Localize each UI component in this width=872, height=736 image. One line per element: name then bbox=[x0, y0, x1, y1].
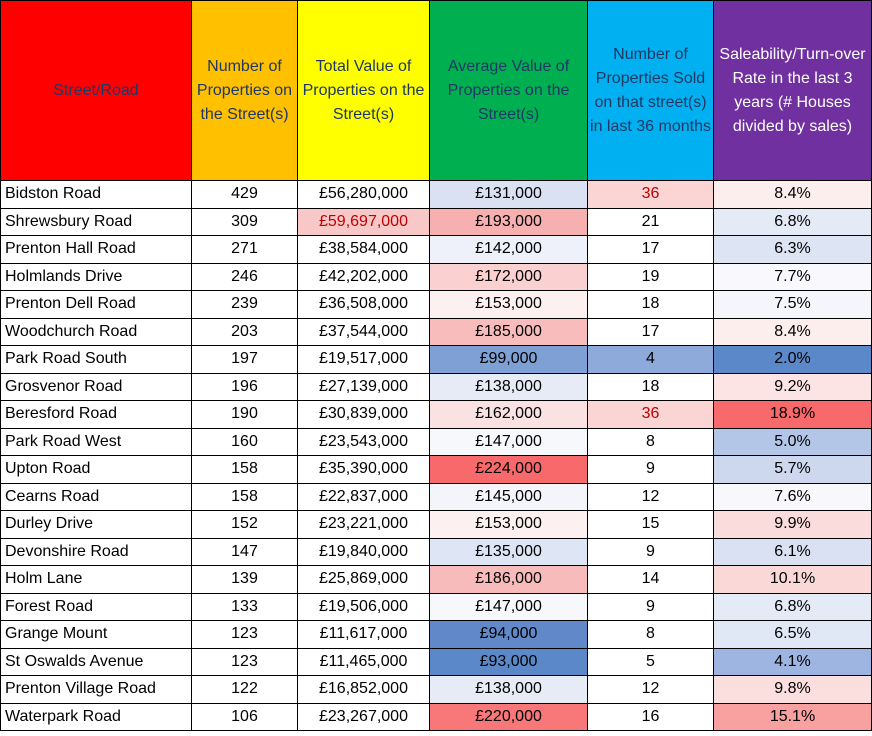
cell-sold-count[interactable]: 8 bbox=[588, 428, 714, 456]
cell-street[interactable]: Beresford Road bbox=[1, 401, 192, 429]
cell-turnover-rate[interactable]: 9.8% bbox=[714, 676, 872, 704]
table-row bbox=[1, 676, 872, 704]
cell-street[interactable]: Grosvenor Road bbox=[1, 373, 192, 401]
cell-property-count[interactable]: 139 bbox=[192, 566, 298, 594]
cell-total-value[interactable]: £19,840,000 bbox=[298, 538, 430, 566]
cell-sold-count[interactable]: 15 bbox=[588, 511, 714, 539]
table-header bbox=[1, 1, 872, 181]
cell-total-value[interactable]: £35,390,000 bbox=[298, 456, 430, 484]
cell-property-count[interactable]: 106 bbox=[192, 703, 298, 731]
cell-average-value[interactable]: £138,000 bbox=[430, 676, 588, 704]
cell-property-count[interactable]: 123 bbox=[192, 648, 298, 676]
table-row bbox=[1, 621, 872, 649]
cell-street[interactable]: Park Road West bbox=[1, 428, 192, 456]
cell-average-value[interactable]: £153,000 bbox=[430, 291, 588, 319]
cell-total-value[interactable]: £59,697,000 bbox=[298, 208, 430, 236]
header-street[interactable]: Street/Road bbox=[1, 1, 192, 181]
header-average-value[interactable]: Average Value of Properties on the Street(s) bbox=[430, 1, 588, 181]
cell-total-value[interactable]: £23,221,000 bbox=[298, 511, 430, 539]
table-row bbox=[1, 373, 872, 401]
cell-turnover-rate[interactable]: 18.9% bbox=[714, 401, 872, 429]
cell-sold-count[interactable]: 14 bbox=[588, 566, 714, 594]
cell-property-count[interactable]: 309 bbox=[192, 208, 298, 236]
cell-total-value[interactable]: £36,508,000 bbox=[298, 291, 430, 319]
header-property-count[interactable]: Number of Properties on the Street(s) bbox=[192, 1, 298, 181]
header-turnover-rate[interactable]: Saleability/Turn-over Rate in the last 3 years (# Houses divided by sales) bbox=[714, 1, 872, 181]
cell-sold-count[interactable]: 9 bbox=[588, 456, 714, 484]
cell-property-count[interactable]: 147 bbox=[192, 538, 298, 566]
table-row bbox=[1, 593, 872, 621]
cell-turnover-rate[interactable]: 5.0% bbox=[714, 428, 872, 456]
cell-total-value[interactable]: £23,543,000 bbox=[298, 428, 430, 456]
cell-total-value[interactable]: £30,839,000 bbox=[298, 401, 430, 429]
cell-average-value[interactable]: £147,000 bbox=[430, 593, 588, 621]
cell-total-value[interactable]: £38,584,000 bbox=[298, 236, 430, 264]
table-row bbox=[1, 456, 872, 484]
table-row bbox=[1, 181, 872, 209]
cell-total-value[interactable]: £37,544,000 bbox=[298, 318, 430, 346]
cell-sold-count[interactable]: 12 bbox=[588, 676, 714, 704]
cell-turnover-rate[interactable]: 4.1% bbox=[714, 648, 872, 676]
cell-property-count[interactable]: 158 bbox=[192, 456, 298, 484]
cell-street[interactable]: Waterpark Road bbox=[1, 703, 192, 731]
table-row bbox=[1, 566, 872, 594]
cell-average-value[interactable]: £93,000 bbox=[430, 648, 588, 676]
cell-average-value[interactable]: £94,000 bbox=[430, 621, 588, 649]
cell-turnover-rate[interactable]: 7.6% bbox=[714, 483, 872, 511]
cell-street[interactable]: Bidston Road bbox=[1, 181, 192, 209]
cell-property-count[interactable]: 239 bbox=[192, 291, 298, 319]
cell-average-value[interactable]: £172,000 bbox=[430, 263, 588, 291]
cell-total-value[interactable]: £11,465,000 bbox=[298, 648, 430, 676]
cell-average-value[interactable]: £162,000 bbox=[430, 401, 588, 429]
cell-turnover-rate[interactable]: 5.7% bbox=[714, 456, 872, 484]
table-row bbox=[1, 428, 872, 456]
cell-total-value[interactable]: £25,869,000 bbox=[298, 566, 430, 594]
cell-street[interactable]: Forest Road bbox=[1, 593, 192, 621]
cell-sold-count[interactable]: 17 bbox=[588, 318, 714, 346]
cell-street[interactable]: Shrewsbury Road bbox=[1, 208, 192, 236]
cell-sold-count[interactable]: 18 bbox=[588, 373, 714, 401]
cell-property-count[interactable]: 203 bbox=[192, 318, 298, 346]
table-row bbox=[1, 346, 872, 374]
header-total-value[interactable]: Total Value of Properties on the Street(s) bbox=[298, 1, 430, 181]
cell-turnover-rate[interactable]: 15.1% bbox=[714, 703, 872, 731]
cell-property-count[interactable]: 122 bbox=[192, 676, 298, 704]
cell-property-count[interactable]: 160 bbox=[192, 428, 298, 456]
cell-total-value[interactable]: £22,837,000 bbox=[298, 483, 430, 511]
cell-average-value[interactable]: £186,000 bbox=[430, 566, 588, 594]
cell-sold-count[interactable]: 12 bbox=[588, 483, 714, 511]
cell-sold-count[interactable]: 9 bbox=[588, 593, 714, 621]
cell-turnover-rate[interactable]: 6.8% bbox=[714, 208, 872, 236]
cell-average-value[interactable]: £142,000 bbox=[430, 236, 588, 264]
cell-total-value[interactable]: £19,517,000 bbox=[298, 346, 430, 374]
cell-average-value[interactable]: £153,000 bbox=[430, 511, 588, 539]
cell-sold-count[interactable]: 17 bbox=[588, 236, 714, 264]
cell-sold-count[interactable]: 4 bbox=[588, 346, 714, 374]
cell-average-value[interactable]: £131,000 bbox=[430, 181, 588, 209]
table-row bbox=[1, 263, 872, 291]
cell-street[interactable]: Durley Drive bbox=[1, 511, 192, 539]
header-row bbox=[1, 1, 872, 181]
cell-average-value[interactable]: £185,000 bbox=[430, 318, 588, 346]
cell-sold-count[interactable]: 36 bbox=[588, 181, 714, 209]
cell-street[interactable]: Holmlands Drive bbox=[1, 263, 192, 291]
table-row bbox=[1, 703, 872, 731]
cell-street[interactable]: Upton Road bbox=[1, 456, 192, 484]
cell-street[interactable]: St Oswalds Avenue bbox=[1, 648, 192, 676]
cell-turnover-rate[interactable]: 6.8% bbox=[714, 593, 872, 621]
cell-turnover-rate[interactable]: 9.2% bbox=[714, 373, 872, 401]
cell-turnover-rate[interactable]: 7.5% bbox=[714, 291, 872, 319]
cell-average-value[interactable]: £135,000 bbox=[430, 538, 588, 566]
cell-total-value[interactable]: £19,506,000 bbox=[298, 593, 430, 621]
cell-total-value[interactable]: £42,202,000 bbox=[298, 263, 430, 291]
cell-street[interactable]: Prenton Dell Road bbox=[1, 291, 192, 319]
table-row bbox=[1, 291, 872, 319]
cell-average-value[interactable]: £99,000 bbox=[430, 346, 588, 374]
cell-sold-count[interactable]: 19 bbox=[588, 263, 714, 291]
cell-turnover-rate[interactable]: 8.4% bbox=[714, 318, 872, 346]
cell-average-value[interactable]: £145,000 bbox=[430, 483, 588, 511]
cell-sold-count[interactable]: 8 bbox=[588, 621, 714, 649]
table-row bbox=[1, 401, 872, 429]
cell-property-count[interactable]: 246 bbox=[192, 263, 298, 291]
cell-street[interactable]: Devonshire Road bbox=[1, 538, 192, 566]
cell-sold-count[interactable]: 9 bbox=[588, 538, 714, 566]
cell-street[interactable]: Grange Mount bbox=[1, 621, 192, 649]
cell-property-count[interactable]: 190 bbox=[192, 401, 298, 429]
table-row bbox=[1, 538, 872, 566]
cell-average-value[interactable]: £193,000 bbox=[430, 208, 588, 236]
cell-street[interactable]: Woodchurch Road bbox=[1, 318, 192, 346]
cell-property-count[interactable]: 152 bbox=[192, 511, 298, 539]
cell-turnover-rate[interactable]: 8.4% bbox=[714, 181, 872, 209]
cell-turnover-rate[interactable]: 6.1% bbox=[714, 538, 872, 566]
table-row bbox=[1, 318, 872, 346]
cell-street[interactable]: Cearns Road bbox=[1, 483, 192, 511]
cell-street[interactable]: Holm Lane bbox=[1, 566, 192, 594]
cell-total-value[interactable]: £16,852,000 bbox=[298, 676, 430, 704]
cell-average-value[interactable]: £220,000 bbox=[430, 703, 588, 731]
cell-sold-count[interactable]: 36 bbox=[588, 401, 714, 429]
cell-sold-count[interactable]: 21 bbox=[588, 208, 714, 236]
table-row bbox=[1, 648, 872, 676]
cell-total-value[interactable]: £27,139,000 bbox=[298, 373, 430, 401]
cell-turnover-rate[interactable]: 2.0% bbox=[714, 346, 872, 374]
table-row bbox=[1, 483, 872, 511]
cell-sold-count[interactable]: 16 bbox=[588, 703, 714, 731]
cell-average-value[interactable]: £147,000 bbox=[430, 428, 588, 456]
cell-total-value[interactable]: £56,280,000 bbox=[298, 181, 430, 209]
cell-sold-count[interactable]: 5 bbox=[588, 648, 714, 676]
cell-average-value[interactable]: £138,000 bbox=[430, 373, 588, 401]
cell-street[interactable]: Prenton Village Road bbox=[1, 676, 192, 704]
table-row bbox=[1, 208, 872, 236]
cell-turnover-rate[interactable]: 10.1% bbox=[714, 566, 872, 594]
cell-property-count[interactable]: 429 bbox=[192, 181, 298, 209]
cell-turnover-rate[interactable]: 9.9% bbox=[714, 511, 872, 539]
cell-property-count[interactable]: 158 bbox=[192, 483, 298, 511]
cell-sold-count[interactable]: 18 bbox=[588, 291, 714, 319]
cell-total-value[interactable]: £11,617,000 bbox=[298, 621, 430, 649]
cell-property-count[interactable]: 271 bbox=[192, 236, 298, 264]
cell-turnover-rate[interactable]: 7.7% bbox=[714, 263, 872, 291]
cell-turnover-rate[interactable]: 6.3% bbox=[714, 236, 872, 264]
cell-turnover-rate[interactable]: 6.5% bbox=[714, 621, 872, 649]
table-row bbox=[1, 511, 872, 539]
cell-property-count[interactable]: 196 bbox=[192, 373, 298, 401]
cell-average-value[interactable]: £224,000 bbox=[430, 456, 588, 484]
cell-property-count[interactable]: 197 bbox=[192, 346, 298, 374]
table-body bbox=[1, 181, 872, 731]
cell-total-value[interactable]: £23,267,000 bbox=[298, 703, 430, 731]
cell-property-count[interactable]: 133 bbox=[192, 593, 298, 621]
cell-street[interactable]: Prenton Hall Road bbox=[1, 236, 192, 264]
cell-property-count[interactable]: 123 bbox=[192, 621, 298, 649]
header-sold-count[interactable]: Number of Properties Sold on that street(s) in last 36 months bbox=[588, 1, 714, 181]
cell-street[interactable]: Park Road South bbox=[1, 346, 192, 374]
table-row bbox=[1, 236, 872, 264]
